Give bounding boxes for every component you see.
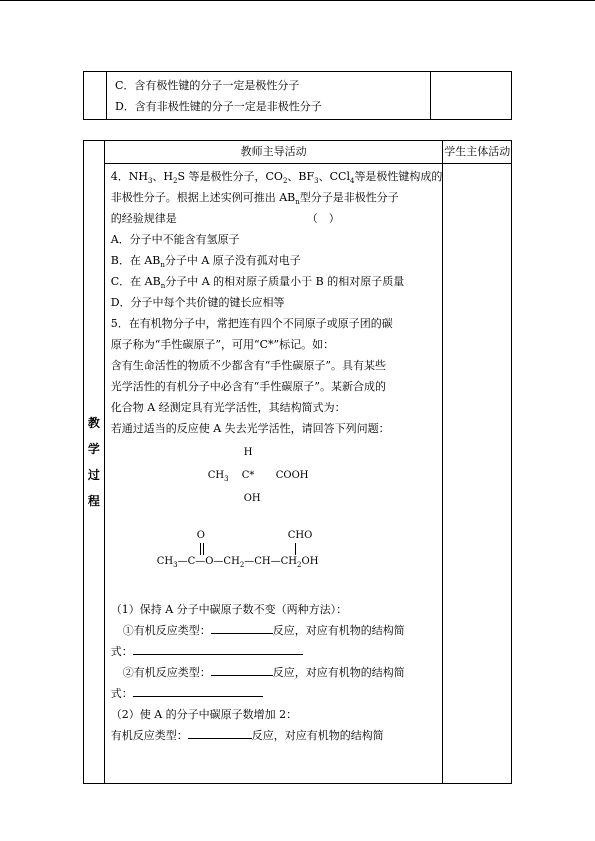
q4-option-a: A．分子中不能含有氢原子 bbox=[110, 233, 240, 246]
reaction-type-blank-3[interactable] bbox=[188, 727, 252, 739]
q5-line2: 原子称为“手性碳原子”，可用“C*”标记。如： bbox=[110, 338, 335, 351]
lesson-table bbox=[83, 140, 512, 784]
q4-option-c: C．在 $AB_n$分子中 A 的相对原子质量小于 B 的相对原子质量 bbox=[110, 275, 405, 291]
q5-line3: 含有生命活性的物质不少都含有“手性碳原子”。具有某些 bbox=[110, 359, 386, 372]
page-top-rule bbox=[0, 0, 595, 1]
s1-oh: OH bbox=[243, 493, 261, 504]
options-cell bbox=[106, 72, 430, 120]
q4-option-d: D．分子中每个共价键的键长应相等 bbox=[110, 296, 285, 309]
teacher-content bbox=[104, 164, 443, 784]
q5-line4: 光学活性的有机分子中必含有“手性碳原子”。某新合成的 bbox=[110, 380, 386, 393]
option-d: D．含有非极性键的分子一定是非极性分子 bbox=[114, 100, 322, 113]
s1-ch3: $CH_3$ bbox=[207, 470, 229, 483]
part1-a-formula: 式： bbox=[111, 641, 443, 662]
student-cell bbox=[430, 72, 511, 120]
q4-line1: 4．$NH_3$、$H_2S$ 等是极性分子，$CO_2$、$BF_3$、CCl$_4$等是极性键构成的 bbox=[110, 170, 443, 186]
side-char-3: 过 bbox=[87, 468, 100, 482]
s2-single-bond bbox=[295, 543, 296, 555]
side-char-1: 教 bbox=[87, 416, 100, 430]
s2-double-bond-2 bbox=[203, 543, 204, 555]
options-table-continued bbox=[83, 71, 512, 120]
part1-b-formula: 式： bbox=[111, 683, 443, 704]
structure-formulas bbox=[111, 439, 443, 599]
side-char-2: 学 bbox=[87, 442, 100, 456]
s2-cho: CHO bbox=[287, 530, 313, 541]
reaction-type-blank-2[interactable] bbox=[211, 664, 273, 676]
part2-title: （2）使 A 的分子中碳原子数增加 2： bbox=[110, 708, 298, 721]
reaction-type-blank-1[interactable] bbox=[211, 622, 273, 634]
side-label-cell bbox=[84, 141, 105, 784]
side-cell bbox=[84, 72, 107, 120]
teacher-header: 教师主导活动 bbox=[104, 141, 443, 164]
q4-line3: 的经验规律是 （ ） bbox=[110, 212, 340, 225]
s1-cooh: COOH bbox=[275, 470, 309, 481]
s2-double-bond-1 bbox=[200, 543, 201, 555]
part1-b: ②有机反应类型： 反应，对应有机物的结构简 bbox=[122, 666, 405, 679]
part1-a: ①有机反应类型： 反应，对应有机物的结构简 bbox=[122, 624, 405, 637]
q5-line6: 若通过适当的反应使 A 失去光学活性，请回答下列问题： bbox=[110, 422, 390, 435]
side-char-4: 程 bbox=[87, 494, 100, 508]
s2-chain: $CH_3—C—O—CH_2—CH—CH_2OH$ bbox=[156, 556, 319, 569]
s1-cstar: C* bbox=[241, 470, 255, 481]
formula-blank-1[interactable] bbox=[133, 643, 303, 655]
part1-title: （1）保持 A 分子中碳原子数不变（两种方法）： bbox=[110, 603, 348, 616]
formula-blank-2[interactable] bbox=[133, 685, 263, 697]
q4-line2: 非极性分子。根据上述实例可推出 $AB_n$型分子是非极性分子 bbox=[110, 191, 399, 207]
q5-line5: 化合物 A 经测定具有光学活性，其结构简式为： bbox=[110, 401, 346, 414]
s1-h: H bbox=[243, 447, 253, 458]
s2-o: O bbox=[196, 530, 205, 541]
q4-option-b: B．在 $AB_n$分子中 A 原子没有孤对电子 bbox=[110, 254, 301, 270]
answer-paren: （ ） bbox=[306, 212, 340, 225]
student-content bbox=[443, 164, 512, 784]
part2-a: 有机反应类型： 反应，对应有机物的结构简 bbox=[110, 729, 384, 742]
option-c: C．含有极性键的分子一定是极性分子 bbox=[114, 79, 300, 92]
student-header: 学生主体活动 bbox=[443, 141, 512, 164]
q5-line1: 5．在有机物分子中，常把连有四个不同原子或原子团的碳 bbox=[110, 317, 393, 330]
